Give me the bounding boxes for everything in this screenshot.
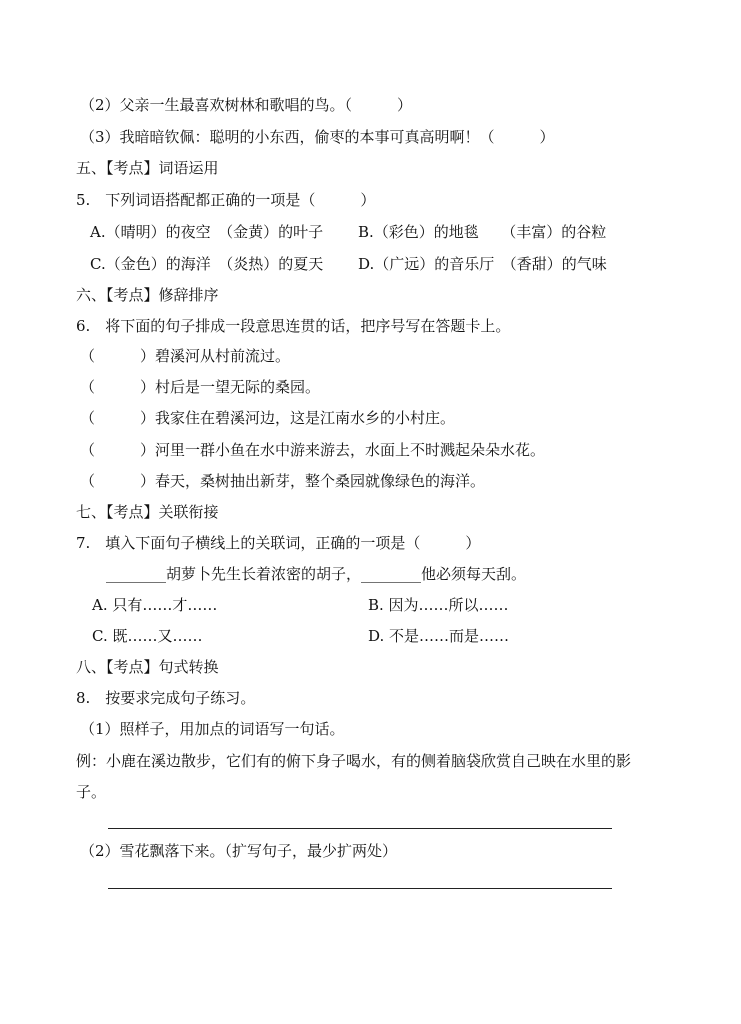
answer-line-2[interactable] [108, 888, 612, 889]
question-8-example-end: 子。 [76, 783, 107, 801]
question-6-sentence-2: （ ）村后是一望无际的桑园。 [80, 378, 321, 396]
question-5-option-b: B.（彩色）的地毯 （丰富）的谷粒 [358, 223, 607, 241]
question-8-example: 例：小鹿在溪边散步，它们有的俯下身子喝水，有的侧着脑袋欣赏自己映在水里的影 [76, 752, 632, 770]
question-7-option-d: D. 不是……而是…… [368, 627, 510, 645]
answer-line-1[interactable] [108, 828, 612, 829]
question-7-option-c: C. 既……又…… [92, 627, 203, 645]
section-6-heading: 六、【考点】修辞排序 [76, 286, 219, 304]
section-5-heading: 五、【考点】词语运用 [76, 159, 219, 177]
question-7-option-a: A. 只有……才…… [92, 596, 218, 614]
question-5-option-d: D.（广远）的音乐厅 （香甜）的气味 [358, 255, 607, 273]
question-5-option-c: C.（金色）的海洋 （炎热）的夏天 [90, 255, 324, 273]
question-6-sentence-5: （ ）春天，桑树抽出新芽，整个桑园就像绿色的海洋。 [80, 472, 486, 490]
question-8-stem: 8. 按要求完成句子练习。 [76, 689, 256, 707]
question-5-option-a: A.（晴明）的夜空 （金黄）的叶子 [90, 223, 324, 241]
question-6-sentence-3: （ ）我家住在碧溪河边，这是江南水乡的小村庄。 [80, 409, 456, 427]
section-7-heading: 七、【考点】关联衔接 [76, 503, 219, 521]
question-7-stem: 7. 填入下面句子横线上的关联词，正确的一项是（ ） [76, 534, 481, 552]
question-7-option-b: B. 因为……所以…… [368, 596, 509, 614]
section-8-heading: 八、【考点】句式转换 [76, 658, 219, 676]
question-6-stem: 6. 将下面的句子排成一段意思连贯的话，把序号写在答题卡上。 [76, 317, 511, 335]
question-7-sentence: ________胡萝卜先生长着浓密的胡子，________他必须每天刮。 [106, 565, 527, 583]
question-4-item-2: （2）父亲一生最喜欢树林和歌唱的鸟。（ ） [80, 96, 413, 114]
question-8-part-1: （1）照样子，用加点的词语写一句话。 [80, 720, 345, 738]
question-4-item-3: （3）我暗暗钦佩：聪明的小东西，偷枣的本事可真高明啊！（ ） [80, 128, 555, 146]
question-5-stem: 5. 下列词语搭配都正确的一项是（ ） [76, 191, 376, 209]
question-6-sentence-4: （ ）河里一群小鱼在水中游来游去，水面上不时溅起朵朵水花。 [80, 441, 546, 459]
question-8-part-2: （2）雪花飘落下来。（扩写句子，最少扩两处） [80, 842, 398, 860]
question-6-sentence-1: （ ）碧溪河从村前流过。 [80, 347, 291, 365]
